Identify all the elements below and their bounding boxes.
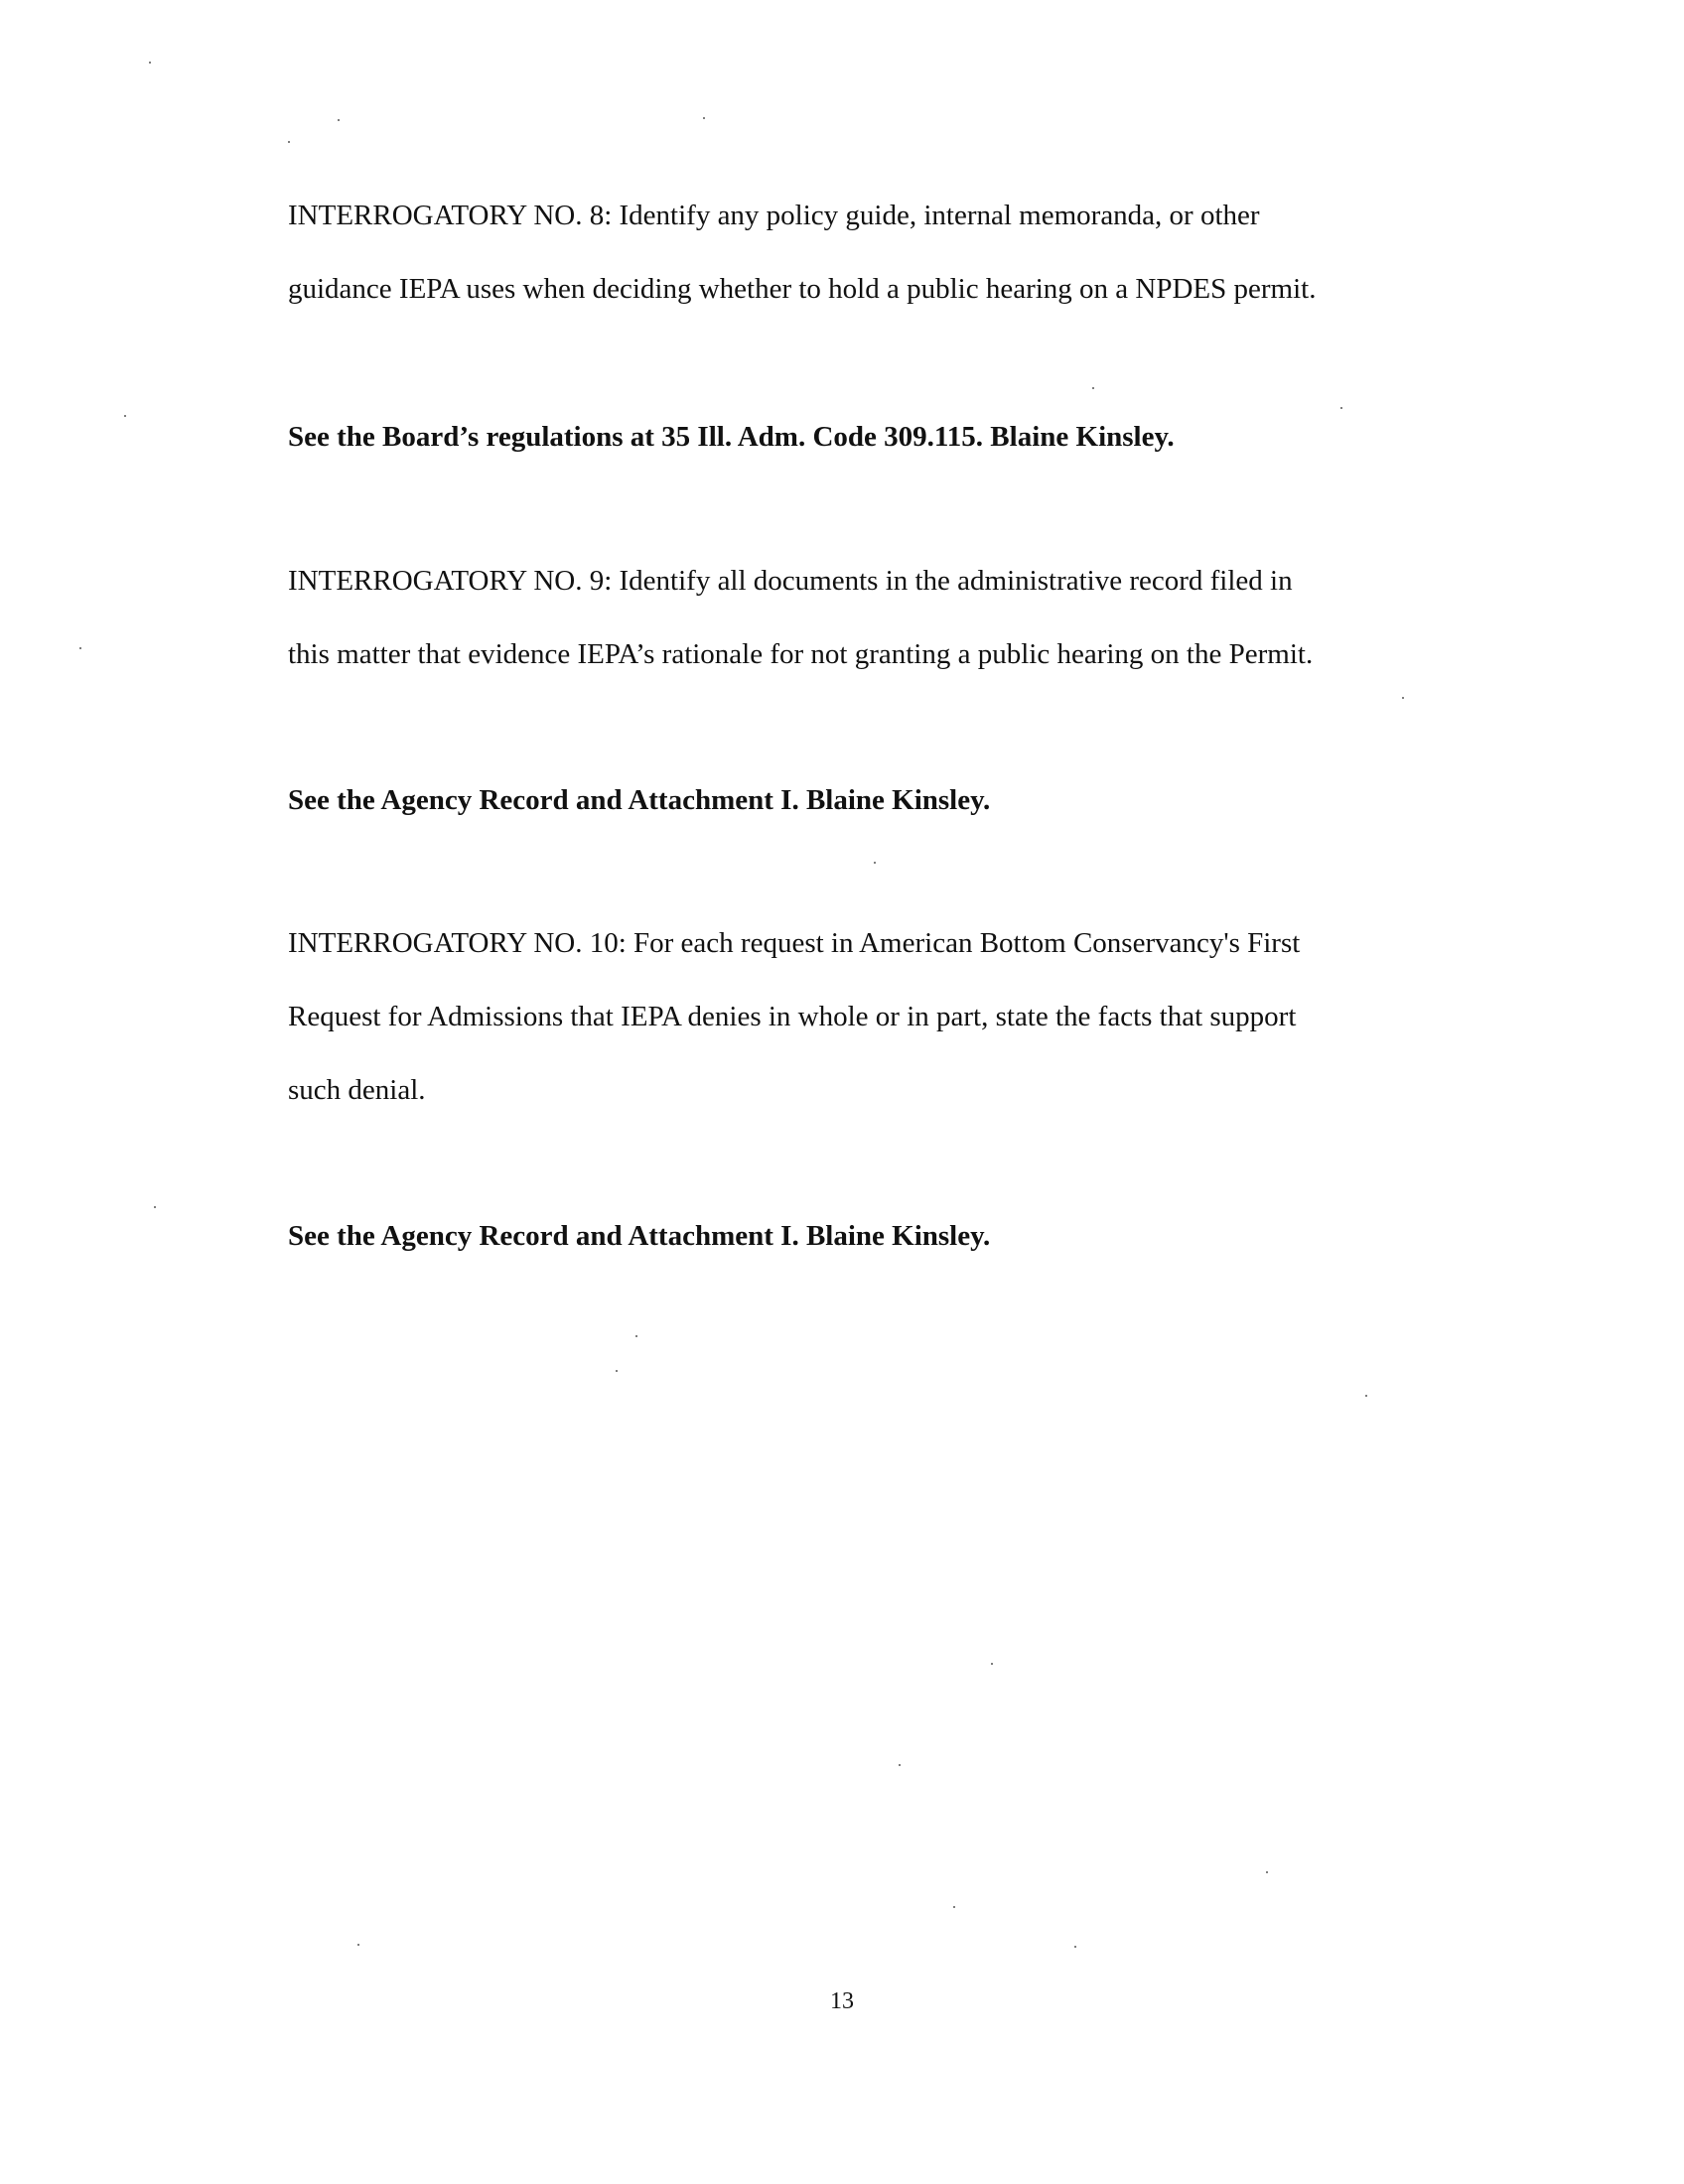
scan-speck [338, 119, 340, 121]
scan-speck [703, 117, 705, 119]
interrogatory-9-line-2: this matter that evidence IEPA’s rationale for not granting a public hearing on the Permit. [288, 638, 1314, 670]
answer-8: See the Board’s regulations at 35 Ill. Adm. Code 309.115. Blaine Kinsley. [288, 421, 1175, 453]
interrogatory-8-line-1: INTERROGATORY NO. 8: Identify any policy guide, internal memoranda, or other [288, 200, 1260, 231]
scan-speck [635, 1335, 637, 1337]
scan-speck [953, 1906, 955, 1908]
page-number: 13 [830, 1988, 854, 2014]
scan-speck [288, 141, 290, 143]
scan-speck [357, 1944, 359, 1946]
scan-speck [79, 647, 81, 649]
interrogatory-10 [288, 906, 1430, 1127]
scan-speck [1365, 1395, 1367, 1397]
scan-speck [899, 1764, 901, 1766]
interrogatory-10-line-2: Request for Admissions that IEPA denies in whole or in part, state the facts that support [288, 1001, 1297, 1032]
scan-speck [1340, 407, 1342, 409]
scan-speck [149, 62, 151, 64]
scan-speck [1402, 697, 1404, 699]
interrogatory-9-line-1: INTERROGATORY NO. 9: Identify all documents in the administrative record filed in [288, 565, 1293, 597]
scan-speck [874, 862, 876, 864]
interrogatory-9 [288, 544, 1430, 691]
answer-9: See the Agency Record and Attachment I. Blaine Kinsley. [288, 784, 991, 816]
scan-speck [1074, 1946, 1076, 1948]
interrogatory-8-line-2: guidance IEPA uses when deciding whether to hold a public hearing on a NPDES permit. [288, 273, 1317, 305]
scan-speck [154, 1206, 156, 1208]
answer-10: See the Agency Record and Attachment I. Blaine Kinsley. [288, 1220, 991, 1252]
scan-speck [1266, 1871, 1268, 1873]
scan-speck [616, 1370, 618, 1372]
interrogatory-8 [288, 179, 1430, 326]
interrogatory-10-line-3: such denial. [288, 1074, 426, 1106]
scan-speck [124, 415, 126, 417]
interrogatory-10-line-1: INTERROGATORY NO. 10: For each request in American Bottom Conservancy's First [288, 927, 1301, 959]
scan-speck [991, 1663, 993, 1665]
scan-speck [1092, 387, 1094, 389]
